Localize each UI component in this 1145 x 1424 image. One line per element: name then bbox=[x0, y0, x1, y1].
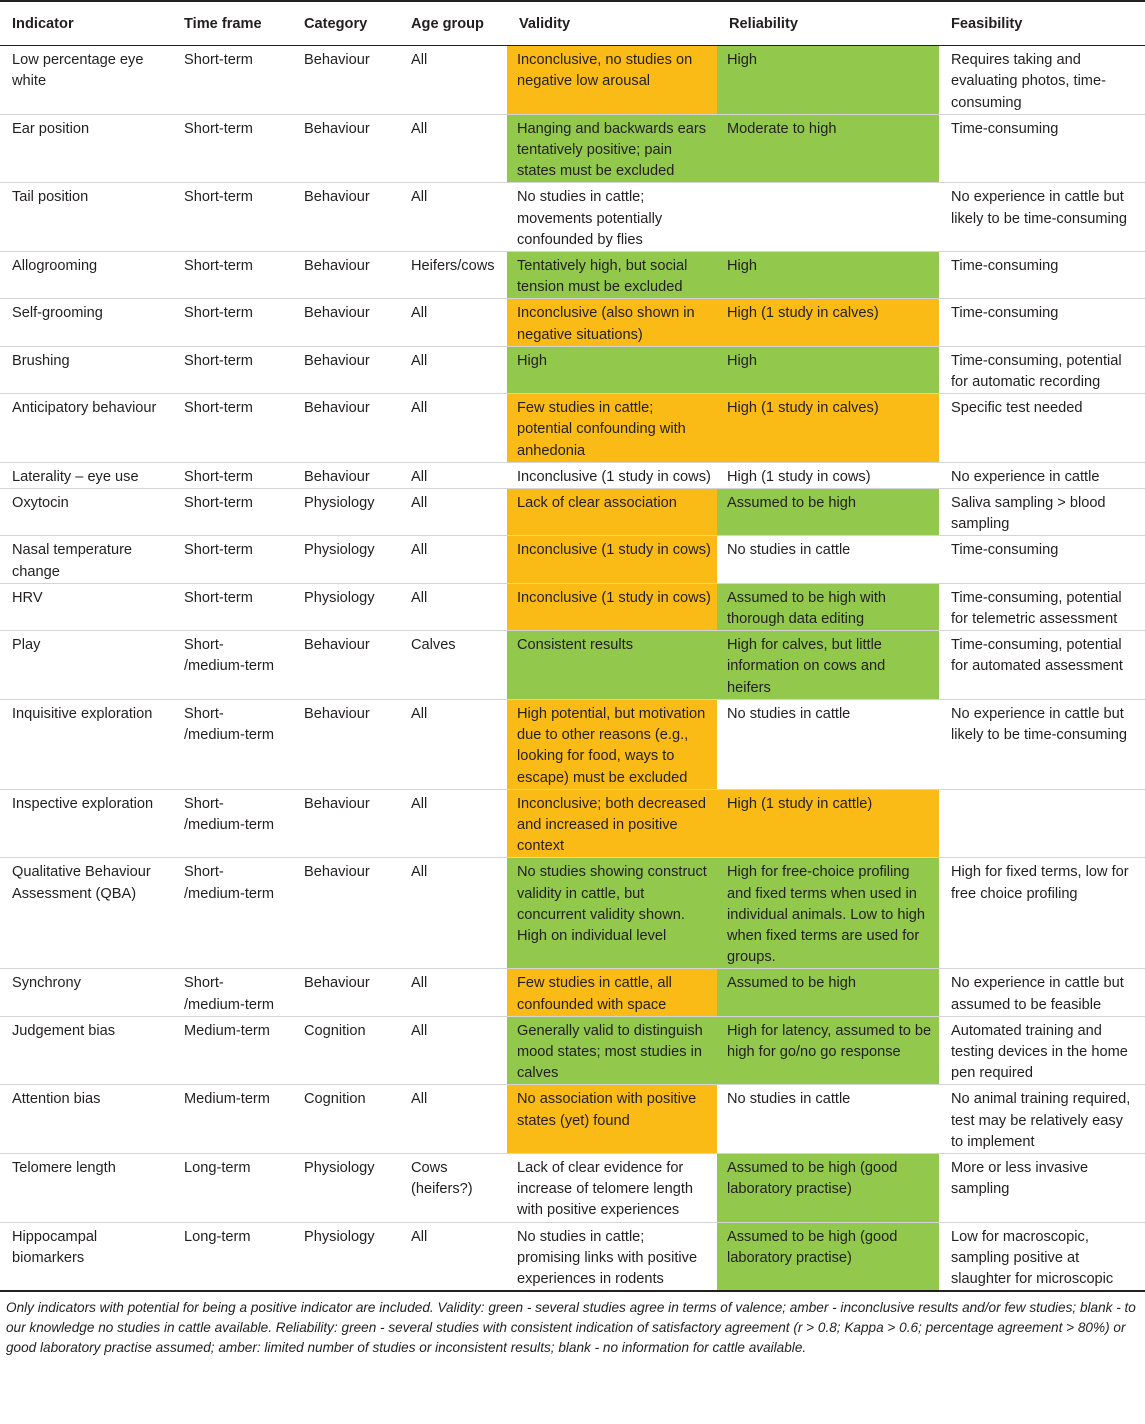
reliability-cell: High for latency, assumed to be high for go/no go response bbox=[717, 1016, 939, 1085]
category-cell: Behaviour bbox=[292, 789, 399, 858]
reliability-cell: High bbox=[717, 346, 939, 393]
indicator-cell: Inspective exploration bbox=[0, 789, 172, 858]
feasibility-cell: Time-consuming bbox=[939, 252, 1145, 299]
table-row bbox=[0, 462, 1145, 488]
time-frame-cell: Short-term bbox=[172, 299, 292, 346]
validity-cell: No studies showing construct validity in cattle, but concurrent validity shown. High on individual level bbox=[507, 858, 717, 969]
age-group-cell: All bbox=[399, 299, 507, 346]
validity-cell: No association with positive states (yet) found bbox=[507, 1085, 717, 1154]
table-row bbox=[0, 1085, 1145, 1154]
category-cell: Behaviour bbox=[292, 252, 399, 299]
feasibility-cell: Saliva sampling > blood sampling bbox=[939, 489, 1145, 536]
indicator-cell: Tail position bbox=[0, 183, 172, 252]
category-cell: Behaviour bbox=[292, 969, 399, 1016]
feasibility-cell: Time-consuming, potential for telemetric assessment bbox=[939, 583, 1145, 630]
category-cell: Behaviour bbox=[292, 631, 399, 700]
time-frame-cell: Short-term bbox=[172, 114, 292, 183]
validity-cell: High potential, but motivation due to other reasons (e.g., looking for food, ways to escape) must be excluded bbox=[507, 699, 717, 789]
age-group-cell: Heifers/cows bbox=[399, 252, 507, 299]
time-frame-cell: Short- /medium-term bbox=[172, 789, 292, 858]
indicator-cell: Qualitative Behaviour Assessment (QBA) bbox=[0, 858, 172, 969]
indicator-cell: Synchrony bbox=[0, 969, 172, 1016]
time-frame-cell: Short-term bbox=[172, 46, 292, 115]
table-row bbox=[0, 858, 1145, 969]
indicator-cell: Anticipatory behaviour bbox=[0, 394, 172, 463]
reliability-cell: High bbox=[717, 46, 939, 115]
table-row bbox=[0, 46, 1145, 115]
header-category: Category bbox=[292, 1, 399, 46]
category-cell: Cognition bbox=[292, 1085, 399, 1154]
category-cell: Behaviour bbox=[292, 183, 399, 252]
indicator-cell: Ear position bbox=[0, 114, 172, 183]
category-cell: Behaviour bbox=[292, 46, 399, 115]
reliability-cell: High bbox=[717, 252, 939, 299]
feasibility-cell: Specific test needed bbox=[939, 394, 1145, 463]
table-row bbox=[0, 631, 1145, 700]
feasibility-cell: High for fixed terms, low for free choice profiling bbox=[939, 858, 1145, 969]
reliability-cell bbox=[717, 183, 939, 252]
indicator-cell: Attention bias bbox=[0, 1085, 172, 1154]
age-group-cell: All bbox=[399, 789, 507, 858]
indicator-cell: Judgement bias bbox=[0, 1016, 172, 1085]
category-cell: Physiology bbox=[292, 1153, 399, 1222]
time-frame-cell: Long-term bbox=[172, 1222, 292, 1291]
indicator-cell: Hippocampal biomarkers bbox=[0, 1222, 172, 1291]
time-frame-cell: Short- /medium-term bbox=[172, 969, 292, 1016]
time-frame-cell: Short-term bbox=[172, 536, 292, 583]
age-group-cell: Cows (heifers?) bbox=[399, 1153, 507, 1222]
indicator-cell: Low percentage eye white bbox=[0, 46, 172, 115]
validity-cell: Inconclusive (1 study in cows) bbox=[507, 536, 717, 583]
time-frame-cell: Short-term bbox=[172, 462, 292, 488]
category-cell: Behaviour bbox=[292, 299, 399, 346]
feasibility-cell: Time-consuming, potential for automated assessment bbox=[939, 631, 1145, 700]
reliability-cell: Assumed to be high bbox=[717, 969, 939, 1016]
validity-cell: Generally valid to distinguish mood states; most studies in calves bbox=[507, 1016, 717, 1085]
validity-cell: Inconclusive (also shown in negative situations) bbox=[507, 299, 717, 346]
age-group-cell: All bbox=[399, 699, 507, 789]
category-cell: Physiology bbox=[292, 1222, 399, 1291]
validity-cell: Lack of clear evidence for increase of telomere length with positive experiences bbox=[507, 1153, 717, 1222]
feasibility-cell: No experience in cattle but likely to be time-consuming bbox=[939, 183, 1145, 252]
indicator-cell: Self-grooming bbox=[0, 299, 172, 346]
category-cell: Physiology bbox=[292, 489, 399, 536]
feasibility-cell: No experience in cattle but assumed to be feasible bbox=[939, 969, 1145, 1016]
age-group-cell: All bbox=[399, 114, 507, 183]
category-cell: Behaviour bbox=[292, 858, 399, 969]
reliability-cell: Moderate to high bbox=[717, 114, 939, 183]
time-frame-cell: Short- /medium-term bbox=[172, 631, 292, 700]
indicator-cell: Allogrooming bbox=[0, 252, 172, 299]
reliability-cell: No studies in cattle bbox=[717, 699, 939, 789]
time-frame-cell: Short-term bbox=[172, 583, 292, 630]
table-row bbox=[0, 489, 1145, 536]
reliability-cell: No studies in cattle bbox=[717, 536, 939, 583]
time-frame-cell: Medium-term bbox=[172, 1085, 292, 1154]
validity-cell: High bbox=[507, 346, 717, 393]
reliability-cell: High (1 study in cows) bbox=[717, 462, 939, 488]
validity-cell: Tentatively high, but social tension must be excluded bbox=[507, 252, 717, 299]
validity-cell: No studies in cattle; promising links with positive experiences in rodents bbox=[507, 1222, 717, 1291]
indicator-cell: Play bbox=[0, 631, 172, 700]
validity-cell: Inconclusive (1 study in cows) bbox=[507, 462, 717, 488]
category-cell: Behaviour bbox=[292, 394, 399, 463]
validity-cell: Inconclusive; both decreased and increased in positive context bbox=[507, 789, 717, 858]
age-group-cell: All bbox=[399, 583, 507, 630]
reliability-cell: High (1 study in calves) bbox=[717, 299, 939, 346]
reliability-cell: Assumed to be high with thorough data editing bbox=[717, 583, 939, 630]
header-age-group: Age group bbox=[399, 1, 507, 46]
table-row bbox=[0, 1222, 1145, 1291]
time-frame-cell: Short-term bbox=[172, 346, 292, 393]
age-group-cell: All bbox=[399, 46, 507, 115]
category-cell: Behaviour bbox=[292, 114, 399, 183]
time-frame-cell: Short- /medium-term bbox=[172, 699, 292, 789]
reliability-cell: High (1 study in calves) bbox=[717, 394, 939, 463]
time-frame-cell: Short- /medium-term bbox=[172, 858, 292, 969]
validity-cell: Hanging and backwards ears tentatively positive; pain states must be excluded bbox=[507, 114, 717, 183]
category-cell: Physiology bbox=[292, 536, 399, 583]
feasibility-cell: Time-consuming bbox=[939, 299, 1145, 346]
header-reliability: Reliability bbox=[717, 1, 939, 46]
feasibility-cell: Time-consuming, potential for automatic recording bbox=[939, 346, 1145, 393]
table-body bbox=[0, 46, 1145, 1291]
age-group-cell: All bbox=[399, 183, 507, 252]
feasibility-cell: Time-consuming bbox=[939, 114, 1145, 183]
age-group-cell: All bbox=[399, 1222, 507, 1291]
header-feasibility: Feasibility bbox=[939, 1, 1145, 46]
time-frame-cell: Short-term bbox=[172, 183, 292, 252]
feasibility-cell: Time-consuming bbox=[939, 536, 1145, 583]
indicator-cell: Inquisitive exploration bbox=[0, 699, 172, 789]
age-group-cell: All bbox=[399, 346, 507, 393]
time-frame-cell: Medium-term bbox=[172, 1016, 292, 1085]
indicator-cell: Nasal temperature change bbox=[0, 536, 172, 583]
table-row bbox=[0, 969, 1145, 1016]
table-row bbox=[0, 699, 1145, 789]
time-frame-cell: Short-term bbox=[172, 489, 292, 536]
header-validity: Validity bbox=[507, 1, 717, 46]
category-cell: Cognition bbox=[292, 1016, 399, 1085]
table-row bbox=[0, 299, 1145, 346]
category-cell: Behaviour bbox=[292, 346, 399, 393]
feasibility-cell: Low for macroscopic, sampling positive at slaughter for microscopic bbox=[939, 1222, 1145, 1291]
age-group-cell: All bbox=[399, 1085, 507, 1154]
reliability-cell: Assumed to be high (good laboratory practise) bbox=[717, 1222, 939, 1291]
validity-cell: Inconclusive (1 study in cows) bbox=[507, 583, 717, 630]
table-row bbox=[0, 536, 1145, 583]
indicator-cell: Laterality – eye use bbox=[0, 462, 172, 488]
validity-cell: Few studies in cattle, all confounded with space bbox=[507, 969, 717, 1016]
header-row bbox=[0, 1, 1145, 46]
table-row bbox=[0, 346, 1145, 393]
age-group-cell: All bbox=[399, 394, 507, 463]
table-row bbox=[0, 252, 1145, 299]
time-frame-cell: Long-term bbox=[172, 1153, 292, 1222]
table-row bbox=[0, 1016, 1145, 1085]
validity-cell: Consistent results bbox=[507, 631, 717, 700]
reliability-cell: No studies in cattle bbox=[717, 1085, 939, 1154]
category-cell: Physiology bbox=[292, 583, 399, 630]
validity-cell: Inconclusive, no studies on negative low arousal bbox=[507, 46, 717, 115]
indicator-cell: Oxytocin bbox=[0, 489, 172, 536]
indicator-cell: HRV bbox=[0, 583, 172, 630]
category-cell: Behaviour bbox=[292, 462, 399, 488]
age-group-cell: All bbox=[399, 1016, 507, 1085]
reliability-cell: High (1 study in cattle) bbox=[717, 789, 939, 858]
table-footnote: Only indicators with potential for being a positive indicator are included. Validity: green - several studies agree in terms of valence; amber - inconclusive results and/or few studies; blank - to our knowledge no studies in cattle available. Reliability: green - several studies with consistent indication of satisfactory agreement (r > 0.8; Kappa > 0.6; percentage agreement > 80%) or good laboratory practise assumed; amber: limited number of studies or inconsistent results; blank - no information for cattle available. bbox=[6, 1300, 1136, 1355]
age-group-cell: Calves bbox=[399, 631, 507, 700]
feasibility-cell bbox=[939, 789, 1145, 858]
indicator-cell: Brushing bbox=[0, 346, 172, 393]
feasibility-cell: More or less invasive sampling bbox=[939, 1153, 1145, 1222]
validity-cell: Lack of clear association bbox=[507, 489, 717, 536]
reliability-cell: High for free-choice profiling and fixed terms when used in individual animals. Low to high when fixed terms are used for groups. bbox=[717, 858, 939, 969]
feasibility-cell: Requires taking and evaluating photos, time-consuming bbox=[939, 46, 1145, 115]
reliability-cell: Assumed to be high (good laboratory practise) bbox=[717, 1153, 939, 1222]
feasibility-cell: No animal training required, test may be relatively easy to implement bbox=[939, 1085, 1145, 1154]
table-row bbox=[0, 394, 1145, 463]
time-frame-cell: Short-term bbox=[172, 394, 292, 463]
feasibility-cell: Automated training and testing devices in the home pen required bbox=[939, 1016, 1145, 1085]
table-row bbox=[0, 183, 1145, 252]
indicator-cell: Telomere length bbox=[0, 1153, 172, 1222]
table-row bbox=[0, 583, 1145, 630]
age-group-cell: All bbox=[399, 858, 507, 969]
table-row bbox=[0, 789, 1145, 858]
category-cell: Behaviour bbox=[292, 699, 399, 789]
table-row bbox=[0, 1153, 1145, 1222]
reliability-cell: High for calves, but little information on cows and heifers bbox=[717, 631, 939, 700]
age-group-cell: All bbox=[399, 489, 507, 536]
header-time-frame: Time frame bbox=[172, 1, 292, 46]
age-group-cell: All bbox=[399, 536, 507, 583]
age-group-cell: All bbox=[399, 462, 507, 488]
validity-cell: No studies in cattle; movements potentially confounded by flies bbox=[507, 183, 717, 252]
header-indicator: Indicator bbox=[0, 1, 172, 46]
feasibility-cell: No experience in cattle bbox=[939, 462, 1145, 488]
reliability-cell: Assumed to be high bbox=[717, 489, 939, 536]
feasibility-cell: No experience in cattle but likely to be time-consuming bbox=[939, 699, 1145, 789]
age-group-cell: All bbox=[399, 969, 507, 1016]
table-row bbox=[0, 114, 1145, 183]
time-frame-cell: Short-term bbox=[172, 252, 292, 299]
validity-cell: Few studies in cattle; potential confounding with anhedonia bbox=[507, 394, 717, 463]
